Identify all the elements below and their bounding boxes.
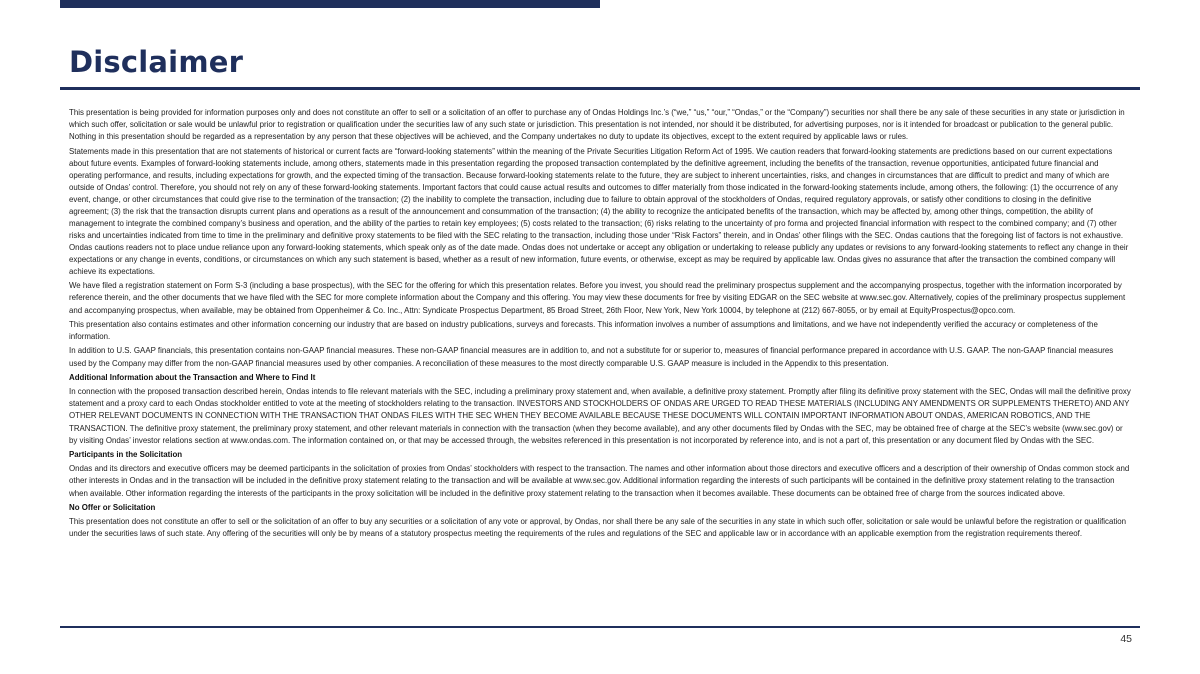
participants-heading: Participants in the Solicitation — [69, 450, 183, 459]
additional-info-heading: Additional Information about the Transaction and Where to Find It — [69, 372, 316, 382]
page-title: Disclaimer — [69, 45, 244, 79]
no-offer-heading: No Offer or Solicitation — [69, 502, 156, 512]
no-offer-paragraph: This presentation does not constitute an offer to sell or the solicitation of an offer to buy any securities or a solicitation of any vote or approval, by Ondas, nor shall there be any sale of the securities in any state in which such offer, solicitation or sale would be unlawful before the registration or qualification under the securities laws of such state. Any offering of the securities will only be by means of a statutory prospectus meeting the requirements of the rules and regulations of the SEC and applicable law or in accordance with an applicable exemption from the registration requirements thereof. — [69, 517, 1127, 539]
forward-looking-paragraph: Statements made in this presentation that are not statements of historical or current facts are “forward-looking statements” within the meaning of the Private Securities Litigation Reform Act of 1995. We caution readers that forward-looking statements are predictions based on our current expectations about future events. Examples of forward-looking statements include, among others, statements made in this presentation regarding the proposed transaction contemplated by the definitive agreement, including the benefits of the transaction, revenue opportunities, anticipated future financial and operating performance, and results, including expectations for growth, and the expected timing of the transaction. Because forward-looking statements relate to the future, they are subject to inherent uncertainties, risks, and changes in circumstances that are difficult to predict and many of which are outside of Ondas’ control. Therefore, you should not rely on any of these forward-looking statements. Important factors that could cause actual results and outcomes to differ materially from those indicated in the forward-looking statements include, among others, the following: (1) the occurrence of any event, change, or other circumstances that could give rise to the termination of the transaction; (2) the inability to complete the transaction, including due to failure to obtain approval of the stockholders of Ondas, required regulatory approvals, or satisfy other conditions to closing in the definitive agreement; (3) the risk that the transaction disrupts current plans and operations as a result of the announcement and consummation of the transaction; (4) the ability to recognize the anticipated benefits of the transaction, which may be affected by, among other things, competition, the ability of management to integrate the combined company’s business and operation, and the ability of the parties to retain key employees; (5) costs related to the transaction; (6) risks relating to the uncertainty of pro forma and projected financial information with respect to the combined company; and (7) other risks and uncertainties indicated from time to time in the preliminary and definitive proxy statements to be filed with the SEC relating to the transaction, including those under “Risk Factors” therein, and in Ondas’ other filings with the SEC. Ondas cautions that the foregoing list of factors is not exhaustive. Ondas cautions readers not to place undue reliance upon any forward-looking statements, which speak only as of the date made. Ondas does not undertake or accept any obligation or undertaking to release publicly any updates or revisions to any forward-looking statements to reflect any change in their expectations or any change in events, conditions, or circumstances on which any such statement is based, whether as a result of new information, future events, or otherwise, except as may be required by applicable law. Ondas gives no assurance that after the transaction the combined company will achieve its expectations. — [69, 146, 1129, 276]
intro-paragraph: This presentation is being provided for information purposes only and does not constitute an offer to sell or a solicitation of an offer to purchase any of Ondas Holdings Inc.’s (“we,” “us,” “our,” “Ondas,” or the “Company”) securities nor shall there be any sale of these securities in any state or jurisdiction in which such offer, solicitation or sale would be unlawful prior to registration or qualification under the securities law of any such state or jurisdiction. This presentation is not intended, nor should it be distributed, for advertising purposes, nor is it intended for broadcast or publication to the general public. Nothing in this presentation should be regarded as a representation by any person that these objectives will be achieved, and the Company undertakes no duty to update its objectives, except to the extent required by applicable laws or rules. — [69, 108, 1125, 142]
title-divider — [60, 87, 1140, 90]
disclaimer-body — [69, 107, 1132, 543]
page-number: 45 — [1120, 633, 1132, 645]
industry-paragraph: This presentation also contains estimates and other information concerning our industry that are based on industry publications, surveys and forecasts. This information involves a number of assumptions and limitations, and we have not independently verified the accuracy or completeness of the information. — [69, 319, 1098, 342]
participants-paragraph: Ondas and its directors and executive officers may be deemed participants in the solicitation of proxies from Ondas’ stockholders with respect to the transaction. The names and other information about those directors and executive officers and a description of their ownership of Ondas common stock and other interests in Ondas and in the transaction will be included in the definitive proxy statement relating to the transaction and will be available at www.sec.gov. Additional information regarding the interests of such participants will be contained in the definitive proxy statement relating to the transaction when available. Other information regarding the interests of the participants in the proxy solicitation will be included in the definitive proxy statement relating to the transaction when it becomes available. These documents can be obtained free of charge from the sources indicated above. — [69, 464, 1130, 498]
footer-divider — [60, 626, 1140, 628]
additional-info-paragraph: In connection with the proposed transaction described herein, Ondas intends to file relevant materials with the SEC, including a preliminary proxy statement and, when available, a definitive proxy statement. Promptly after filing its definitive proxy statement with the SEC, Ondas will mail the definitive proxy statement and a proxy card to each Ondas stockholder entitled to vote at the meeting of stockholders relating to the transaction. INVESTORS AND STOCKHOLDERS OF ONDAS ARE URGED TO READ THESE MATERIALS (INCLUDING ANY AMENDMENTS OR SUPPLEMENTS THERETO) AND ANY OTHER RELEVANT DOCUMENTS IN CONNECTION WITH THE TRANSACTION THAT ONDAS FILES WITH THE SEC WHEN THEY BECOME AVAILABLE BECAUSE THESE DOCUMENTS WILL CONTAIN IMPORTANT INFORMATION ABOUT ONDAS, AMERICAN ROBOTICS, AND THE TRANSACTION. The definitive proxy statement, the preliminary proxy statement, and other relevant materials in connection with the transaction (when they become available), and any other documents filed by Ondas with the SEC, may be obtained free of charge at the SEC’s website (www.sec.gov) or by visiting Ondas’ investor relations section at www.ondas.com. The information contained on, or that may be accessed through, the websites referenced in this presentation is not incorporated by reference into, and is not a part of, this presentation or any document filed by Ondas with the SEC. — [69, 387, 1131, 445]
top-accent-bar — [60, 0, 600, 8]
non-gaap-paragraph: In addition to U.S. GAAP financials, this presentation contains non-GAAP financial measures. These non-GAAP financial measures are in addition to, and not a substitute for or superior to, measures of financial performance prepared in accordance with U.S. GAAP. The non-GAAP financial measures used by the Company may differ from the non-GAAP financial measures used by other companies. A reconciliation of these measures to the most directly comparable U.S. GAAP measure is included in the Appendix to this presentation. — [69, 346, 1114, 368]
registration-paragraph: We have filed a registration statement on Form S-3 (including a base prospectus), with the SEC for the offering for which this presentation relates. Before you invest, you should read the preliminary prospectus supplement and the accompanying prospectus, together with the information incorporated by reference therein, and the other documents that we have filed with the SEC for more complete information about the Company and this offering. You may view these documents for free by visiting EDGAR on the SEC website at www.sec.gov. Alternatively, copies of the preliminary prospectus supplement and accompanying prospectus, when available, may be obtained from Oppenheimer & Co. Inc., Attn: Syndicate Prospectus Department, 85 Broad Street, 26th Floor, New York, New York 10004, by telephone at (212) 667-8055, or by email at EquityProspectus@opco.com. — [69, 281, 1126, 315]
